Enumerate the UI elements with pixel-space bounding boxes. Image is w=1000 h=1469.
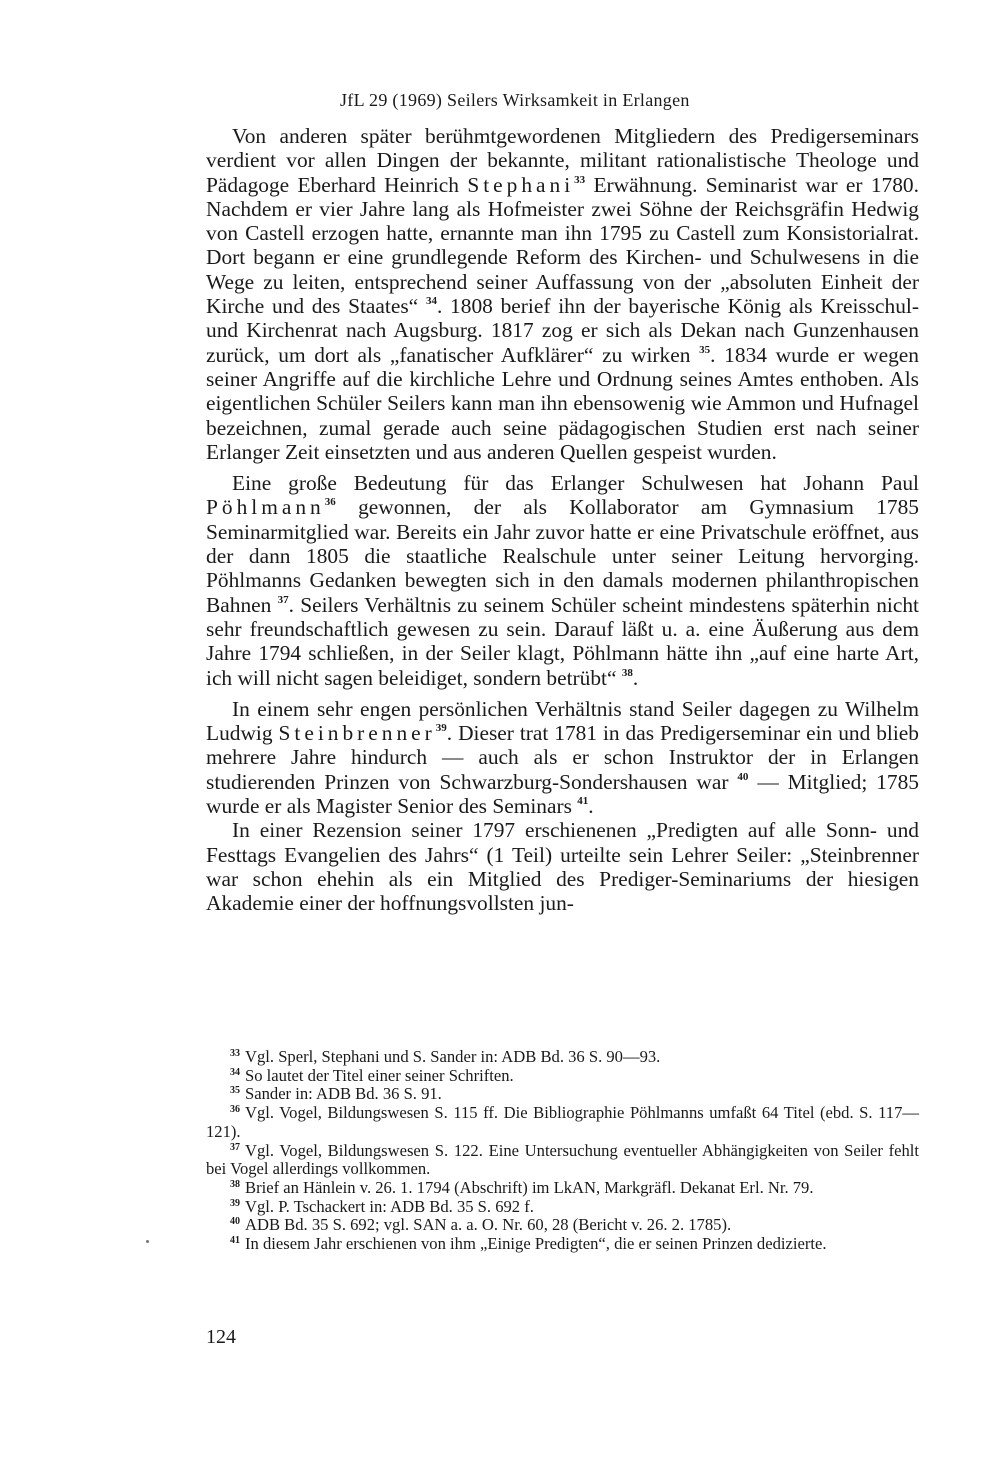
footnote-ref[interactable]: 39 <box>435 722 447 735</box>
text-run: Von anderen später berühmtgewordenen Mitgliedern des Predigerseminars verdient vor allen Dingen der bekannte, militant rationalistische Theologe und Pädagoge Eberhard Heinrich <box>206 124 919 197</box>
footnote <box>206 1235 919 1254</box>
footnote <box>206 1198 919 1217</box>
text-run: . <box>588 794 594 819</box>
footnote-text: In diesem Jahr erschienen von ihm „Einige Predigten“, die er seinen Prinzen dedizierte. <box>245 1234 827 1254</box>
footnote-number: 39 <box>230 1197 240 1209</box>
text-run: gewonnen, der als Kollaborator am Gymnasium 1785 Seminarmitglied war. Bereits ein Jahr zuvor hatte er eine Privatschule eröffnet, aus der dann 1805 die staatliche Realschule unter seiner Leitung hervorging. Pöhlmanns Gedanken bewegten sich in den damals modernen philanthropischen Bahnen <box>206 495 919 617</box>
text-run: . 1834 wurde er wegen seiner Angriffe auf die kirchliche Lehre und Ordnung seines Amtes enthoben. Als eigentlichen Schüler Seilers kann man ihn ebensowenig wie Ammon und Hufnagel bezeichnen, zumal gerade auch seine pädagogischen Studien erst nach seiner Erlanger Zeit einsetzten und aus anderen Quellen gespeist wurden. <box>206 342 919 464</box>
page-number: 124 <box>206 1326 236 1348</box>
footnote-ref[interactable]: 33 <box>574 173 586 186</box>
footnote-number: 35 <box>230 1085 240 1097</box>
footnote <box>206 1104 919 1141</box>
footnote-ref[interactable]: 37 <box>277 593 289 606</box>
text-run: . Dieser trat 1781 in das Predigerseminar ein und blieb mehrere Jahre hindurch — auch als er schon Instruktor der in Erlangen studierenden Prinzen von Schwarzburg-Sondershausen war <box>206 721 919 794</box>
footnote-text: Brief an Hänlein v. 26. 1. 1794 (Abschrift) im LkAN, Markgräfl. Dekanat Erl. Nr. 79. <box>245 1177 814 1197</box>
text-run: — Mitglied; 1785 wurde er als Magister Senior des Seminars <box>206 769 919 819</box>
text-run: Eine große Bedeutung für das Erlanger Schulwesen hat Johann Paul <box>232 471 919 496</box>
text-run: . 1808 berief ihn der bayerische König als Kreisschul- und Kirchenrat nach Augsburg. 1817 zog er sich als Dekan nach Gunzenhausen zurück, um dort als „fanatischer Aufklärer“ zu wirken <box>206 294 919 367</box>
text-run: In einem sehr engen persönlichen Verhältnis stand Seiler dagegen zu Wilhelm Ludwig <box>206 696 919 746</box>
paragraph-steinbrenner <box>206 697 919 818</box>
text-run: Erwähnung. Seminarist war er 1780. Nachdem er vier Jahre lang als Hofmeister zwei Söhne der Reichsgräfin Hedwig von Castell erzogen hatte, ernannte man ihn 1795 zu Castell zum Konsistorialrat. Dort begann er eine grundlegende Reform des Kirchen- und Schulwesens in die Wege zu leiten, entsprechend seiner Auffassung von der „absoluten Einheit der Kirche und des Staates“ <box>206 172 919 319</box>
footnote-text: ADB Bd. 35 S. 692; vgl. SAN a. a. O. Nr. 60, 28 (Bericht v. 26. 2. 1785). <box>245 1215 732 1235</box>
footnote-text: So lautet der Titel einer seiner Schriften. <box>245 1065 514 1085</box>
footnotes <box>206 1048 919 1254</box>
footnote-ref[interactable]: 35 <box>699 343 711 356</box>
main-text <box>206 124 919 923</box>
footnote-number: 38 <box>230 1178 240 1190</box>
footnote <box>206 1216 919 1235</box>
footnote-text: Vgl. Vogel, Bildungswesen S. 122. Eine Untersuchung eventueller Abhängigkeiten von Seiler fehlt bei Vogel allerdings vollkommen. <box>206 1140 919 1179</box>
spaced-name: Steinbrenner <box>278 721 436 746</box>
footnote-ref[interactable]: 41 <box>577 795 589 808</box>
paragraph-stephani <box>206 124 919 464</box>
footnote-text: Vgl. Sperl, Stephani und S. Sander in: ADB Bd. 36 S. 90—93. <box>245 1047 661 1066</box>
footnote-number: 34 <box>230 1066 240 1078</box>
footnote-ref[interactable]: 34 <box>425 295 437 308</box>
paragraph-rezension: In einer Rezension seiner 1797 erschienenen „Predigten auf alle Sonn- und Festtags Evangelien des Jahrs“ (1 Teil) urteilte sein Lehrer Seiler: „Steinbrenner war schon ehehin als ein Mitglied des Prediger-Seminariums der hiesigen Akademie einer der hoffnungsvollsten jun- <box>206 818 919 916</box>
footnote <box>206 1067 919 1086</box>
footnote-number: 36 <box>230 1104 240 1116</box>
footnote-text: Vgl. P. Tschackert in: ADB Bd. 35 S. 692 f. <box>245 1196 534 1216</box>
spaced-name: Stephani <box>467 172 575 197</box>
text-run: . Seilers Verhältnis zu seinem Schüler scheint mindestens späterhin nicht sehr freundschaftlich gewesen zu sein. Darauf läßt u. a. eine Äußerung aus dem Jahre 1794 schließen, in der Seiler klagt, Pöhlmann hätte ihn „auf eine harte Art, ich will nicht sagen beleidiget, sondern betrübt“ <box>206 592 919 690</box>
footnote-ref[interactable]: 40 <box>737 770 749 783</box>
footnote-ref[interactable]: 38 <box>621 666 633 679</box>
text-run: . <box>632 665 639 690</box>
scan-speck <box>146 1240 149 1243</box>
paragraph-poehlmann <box>206 471 919 690</box>
footnote <box>206 1179 919 1198</box>
running-header: JfL 29 (1969) Seilers Wirksamkeit in Erlangen <box>340 90 690 110</box>
footnote-number: 33 <box>230 1048 240 1059</box>
footnote-number: 40 <box>230 1216 240 1228</box>
footnote-text: Vgl. Vogel, Bildungswesen S. 115 ff. Die Bibliographie Pöhlmanns umfaßt 64 Titel (ebd. S. 117—121). <box>206 1103 919 1141</box>
spaced-name: Pöhlmann <box>206 495 325 520</box>
footnote-number: 41 <box>230 1235 240 1247</box>
footnote-number: 37 <box>230 1141 240 1153</box>
footnote <box>206 1048 919 1067</box>
footnote <box>206 1142 919 1179</box>
footnote <box>206 1085 919 1104</box>
footnote-text: Sander in: ADB Bd. 36 S. 91. <box>245 1084 442 1104</box>
footnote-ref[interactable]: 36 <box>324 496 336 509</box>
